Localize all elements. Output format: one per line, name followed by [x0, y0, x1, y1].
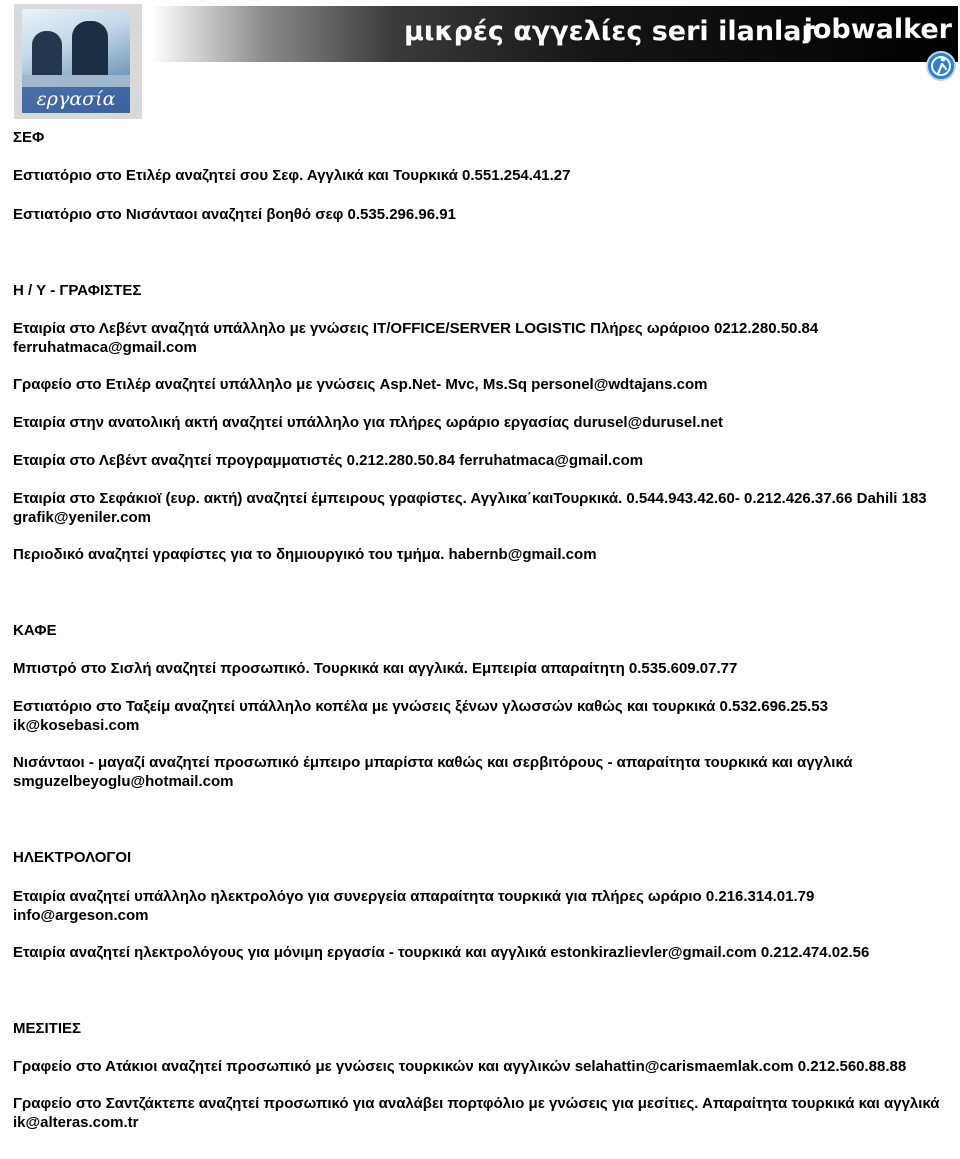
ad-item: Εστιατόριο στο Ετιλέρ αναζητεί σου Σεφ. Αγγλικά και Τουρκικά 0.551.254.41.27 — [13, 167, 571, 184]
section-heading-real-estate: ΜΕΣΙΤΙΕΣ — [13, 1020, 82, 1037]
office-photo — [22, 9, 130, 113]
person-figure — [72, 21, 108, 83]
jobwalker-emblem-icon — [925, 50, 957, 82]
ad-item: Νισάνταοι - μαγαζί αναζητεί προσωπικό έμπειρο μπαρίστα καθώς και σερβιτόρους - απαραίτητα τουρκικά και αγγλικά smguzelbeyoglu@hotmail.com — [13, 754, 853, 790]
header-banner — [152, 6, 958, 62]
logo-caption: εργασία — [36, 88, 116, 110]
logo-badge — [14, 4, 142, 119]
classifieds-list — [13, 124, 953, 1132]
ad-item: Εταιρία στο Λεβέντ αναζητά υπάλληλο με γνώσεις IT/OFFICE/SERVER LOGISTIC Πλήρες ωράριοο 0212.280.50.84 ferruhatmaca@gmail.com — [13, 320, 819, 356]
banner-title: μικρές αγγελίες seri ilanlar — [404, 16, 815, 47]
ad-item: Εταιρία στην ανατολική ακτή αναζητεί υπάλληλο για πλήρες ωράριο εργασίας durusel@durusel.net — [13, 414, 724, 431]
ad-item: Εστιατόριο στο Νισάνταοι αναζητεί βοηθό σεφ 0.535.296.96.91 — [13, 206, 456, 223]
ad-item: Εταιρία αναζητεί ηλεκτρολόγους για μόνιμη εργασία - τουρκικά και αγγλικά estonkirazlievler@gmail.com 0.212.474.02.56 — [13, 944, 870, 961]
ad-item: Εταιρία στο Λεβέντ αναζητεί προγραμματιστές 0.212.280.50.84 ferruhatmaca@gmail.com — [13, 452, 644, 469]
brand-name: jobwalker — [803, 14, 952, 45]
section-heading-computers-designers: Η / Υ - ΓΡΑΦΙΣΤΕΣ — [13, 282, 142, 299]
section-heading-chef: ΣΕΦ — [13, 129, 45, 146]
ad-item: Γραφείο στο Ατάκιοι αναζητεί προσωπικό με γνώσεις τουρκικών και αγγλικών selahattin@carismaemlak.com 0.212.560.88.88 — [13, 1058, 907, 1075]
section-heading-electricians: ΗΛΕΚΤΡΟΛΟΓΟΙ — [13, 849, 132, 866]
section-heading-cafe: ΚΑΦΕ — [13, 622, 57, 639]
ad-item: Γραφείο στο Ετιλέρ αναζητεί υπάλληλο με γνώσεις Asp.Net- Mvc, Ms.Sq personel@wdtajans.com — [13, 376, 708, 393]
ad-item: Γραφείο στο Σαντζάκτεπε αναζητεί προσωπικό για αναλάβει πορτφόλιο με γνώσεις για μεσίτιες. Απαραίτητα τουρκικά και αγγλικά ik@alteras.com.tr — [13, 1095, 940, 1131]
ad-item: Εταιρία στο Σεφάκιοϊ (ευρ. ακτή) αναζητεί έμπειρους γραφίστες. Αγγλικα΄καιΤουρκικά. 0.544.943.42.60- 0.212.426.37.66 Dahili 183 grafik@yeniler.com — [13, 490, 927, 526]
ad-item: Μπιστρό στο Σισλή αναζητεί προσωπικό. Τουρκικά και αγγλικά. Εμπειρία απαραίτητη 0.535.609.07.77 — [13, 660, 738, 677]
desk — [22, 75, 130, 87]
ad-item: Εταιρία αναζητεί υπάλληλο ηλεκτρολόγο για συνεργεία απαραίτητα τουρκικά για πλήρες ωράριο 0.216.314.01.79 info@argeson.com — [13, 888, 815, 924]
ad-item: Εστιατόριο στο Ταξείμ αναζητεί υπάλληλο κοπέλα με γνώσεις ξένων γλωσσών καθώς και τουρκικά 0.532.696.25.53 ik@kosebasi.com — [13, 698, 828, 734]
ad-item: Περιοδικό αναζητεί γραφίστες για το δημιουργικό του τμήμα. habernb@gmail.com — [13, 546, 597, 563]
